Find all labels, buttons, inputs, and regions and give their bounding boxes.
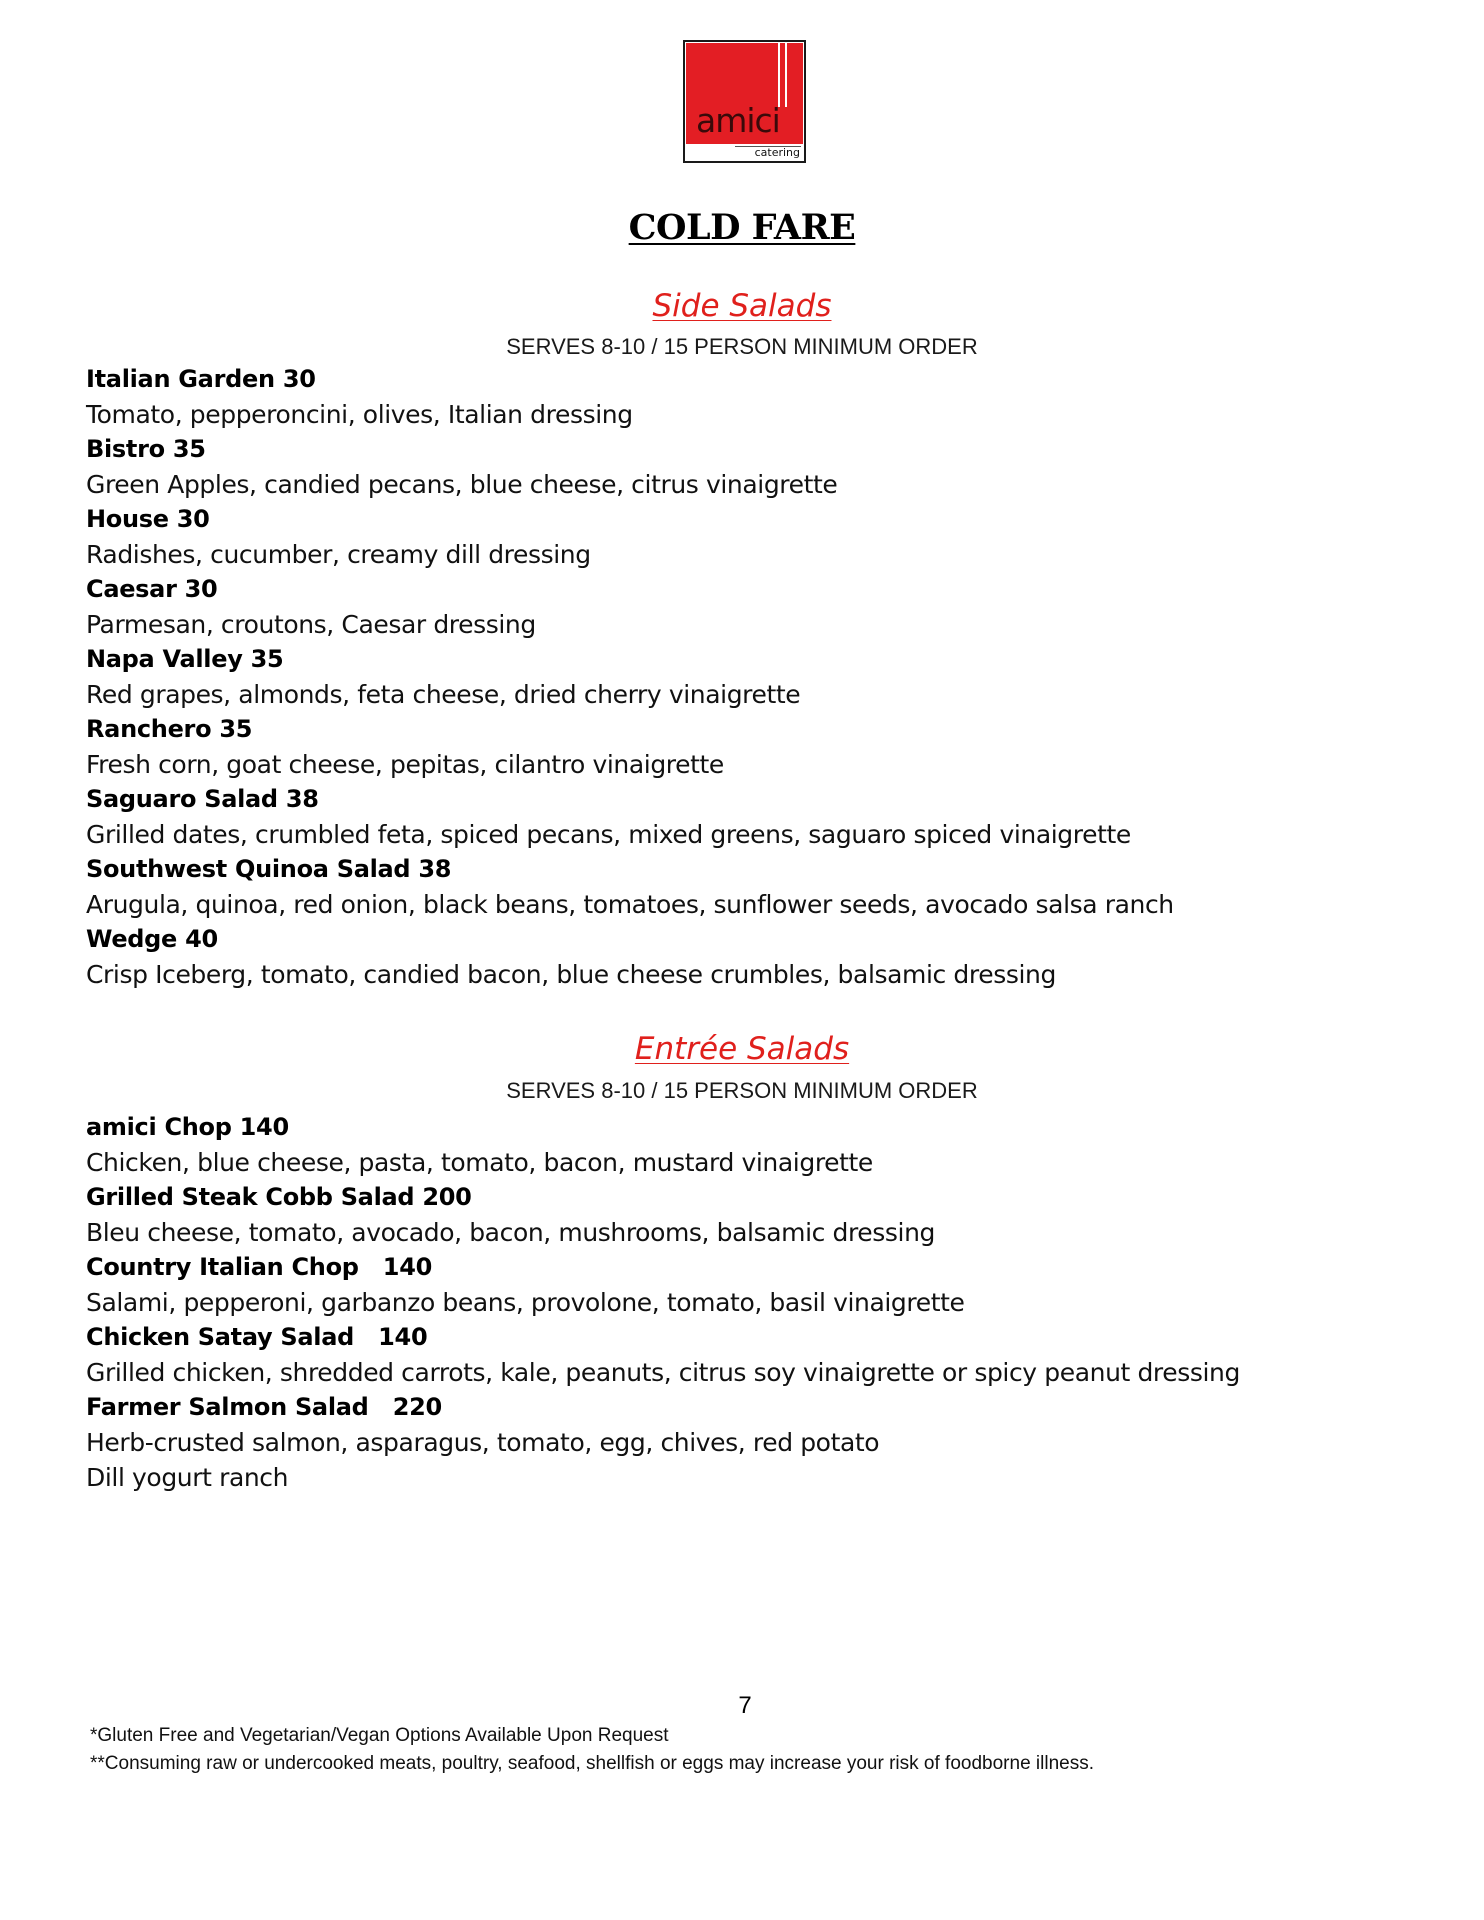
item-name: Italian Garden 30 [86, 365, 316, 393]
item-name: Southwest Quinoa Salad 38 [86, 855, 452, 883]
item-description: Salami, pepperoni, garbanzo beans, provolone, tomato, basil vinaigrette [86, 1288, 965, 1317]
item-description: Fresh corn, goat cheese, pepitas, cilantro vinaigrette [86, 750, 724, 779]
side-salads-list [86, 362, 1446, 992]
entree-salads-heading: Entrée Salads [634, 1031, 850, 1067]
item-description: Arugula, quinoa, red onion, black beans, tomatoes, sunflower seeds, avocado salsa ranch [86, 890, 1174, 919]
item-name: Napa Valley 35 [86, 645, 284, 673]
item-description: Parmesan, croutons, Caesar dressing [86, 610, 536, 639]
item-name: Bistro 35 [86, 435, 206, 463]
item-description: Chicken, blue cheese, pasta, tomato, bacon, mustard vinaigrette [86, 1148, 873, 1177]
side-salads-serving-note: SERVES 8-10 / 15 PERSON MINIMUM ORDER [506, 334, 978, 359]
item-description: Tomato, pepperoncini, olives, Italian dressing [86, 400, 633, 429]
item-description: Herb-crusted salmon, asparagus, tomato, egg, chives, red potato [86, 1428, 880, 1457]
entree-salads-list [86, 1110, 1446, 1495]
menu-item [86, 1110, 1446, 1180]
item-description: Grilled dates, crumbled feta, spiced pecans, mixed greens, saguaro spiced vinaigrette [86, 820, 1131, 849]
side-salads-heading: Side Salads [652, 288, 832, 324]
item-name: House 30 [86, 505, 210, 533]
item-name: Farmer Salmon Salad 220 [86, 1393, 442, 1421]
menu-item [86, 852, 1446, 922]
item-description: Bleu cheese, tomato, avocado, bacon, mushrooms, balsamic dressing [86, 1218, 936, 1247]
item-name: Country Italian Chop 140 [86, 1253, 433, 1281]
menu-item [86, 1320, 1446, 1390]
page-title: COLD FARE [628, 207, 856, 248]
item-name: Caesar 30 [86, 575, 218, 603]
item-name: Chicken Satay Salad 140 [86, 1323, 428, 1351]
menu-item [86, 782, 1446, 852]
logo-stripe [785, 43, 787, 107]
menu-item [86, 502, 1446, 572]
item-description-extra: Dill yogurt ranch [86, 1463, 289, 1492]
menu-item [86, 362, 1446, 432]
item-name: Saguaro Salad 38 [86, 785, 319, 813]
item-description: Red grapes, almonds, feta cheese, dried cherry vinaigrette [86, 680, 801, 709]
menu-item [86, 572, 1446, 642]
logo-stripe [778, 43, 780, 107]
menu-item [86, 642, 1446, 712]
item-name: amici Chop 140 [86, 1113, 289, 1141]
item-name: Ranchero 35 [86, 715, 253, 743]
item-name: Wedge 40 [86, 925, 218, 953]
item-description: Grilled chicken, shredded carrots, kale, peanuts, citrus soy vinaigrette or spicy peanut dressing [86, 1358, 1240, 1387]
footnote-dietary-options: *Gluten Free and Vegetarian/Vegan Options Available Upon Request [90, 1725, 669, 1746]
menu-item [86, 1250, 1446, 1320]
menu-item [86, 712, 1446, 782]
page-number: 7 [738, 1692, 752, 1719]
item-name: Grilled Steak Cobb Salad 200 [86, 1183, 472, 1211]
logo-wordmark: amici [696, 101, 780, 140]
menu-item [86, 1390, 1446, 1495]
menu-item [86, 432, 1446, 502]
logo-red-panel [686, 43, 803, 144]
item-description: Radishes, cucumber, creamy dill dressing [86, 540, 591, 569]
menu-item [86, 1180, 1446, 1250]
item-description: Green Apples, candied pecans, blue cheese, citrus vinaigrette [86, 470, 838, 499]
menu-item [86, 922, 1446, 992]
logo-subword: catering [754, 146, 800, 159]
entree-salads-serving-note: SERVES 8-10 / 15 PERSON MINIMUM ORDER [506, 1078, 978, 1103]
footnote-food-safety: **Consuming raw or undercooked meats, poultry, seafood, shellfish or eggs may increase your risk of foodborne illness. [90, 1753, 1094, 1774]
item-description: Crisp Iceberg, tomato, candied bacon, blue cheese crumbles, balsamic dressing [86, 960, 1056, 989]
amici-catering-logo [683, 40, 806, 163]
